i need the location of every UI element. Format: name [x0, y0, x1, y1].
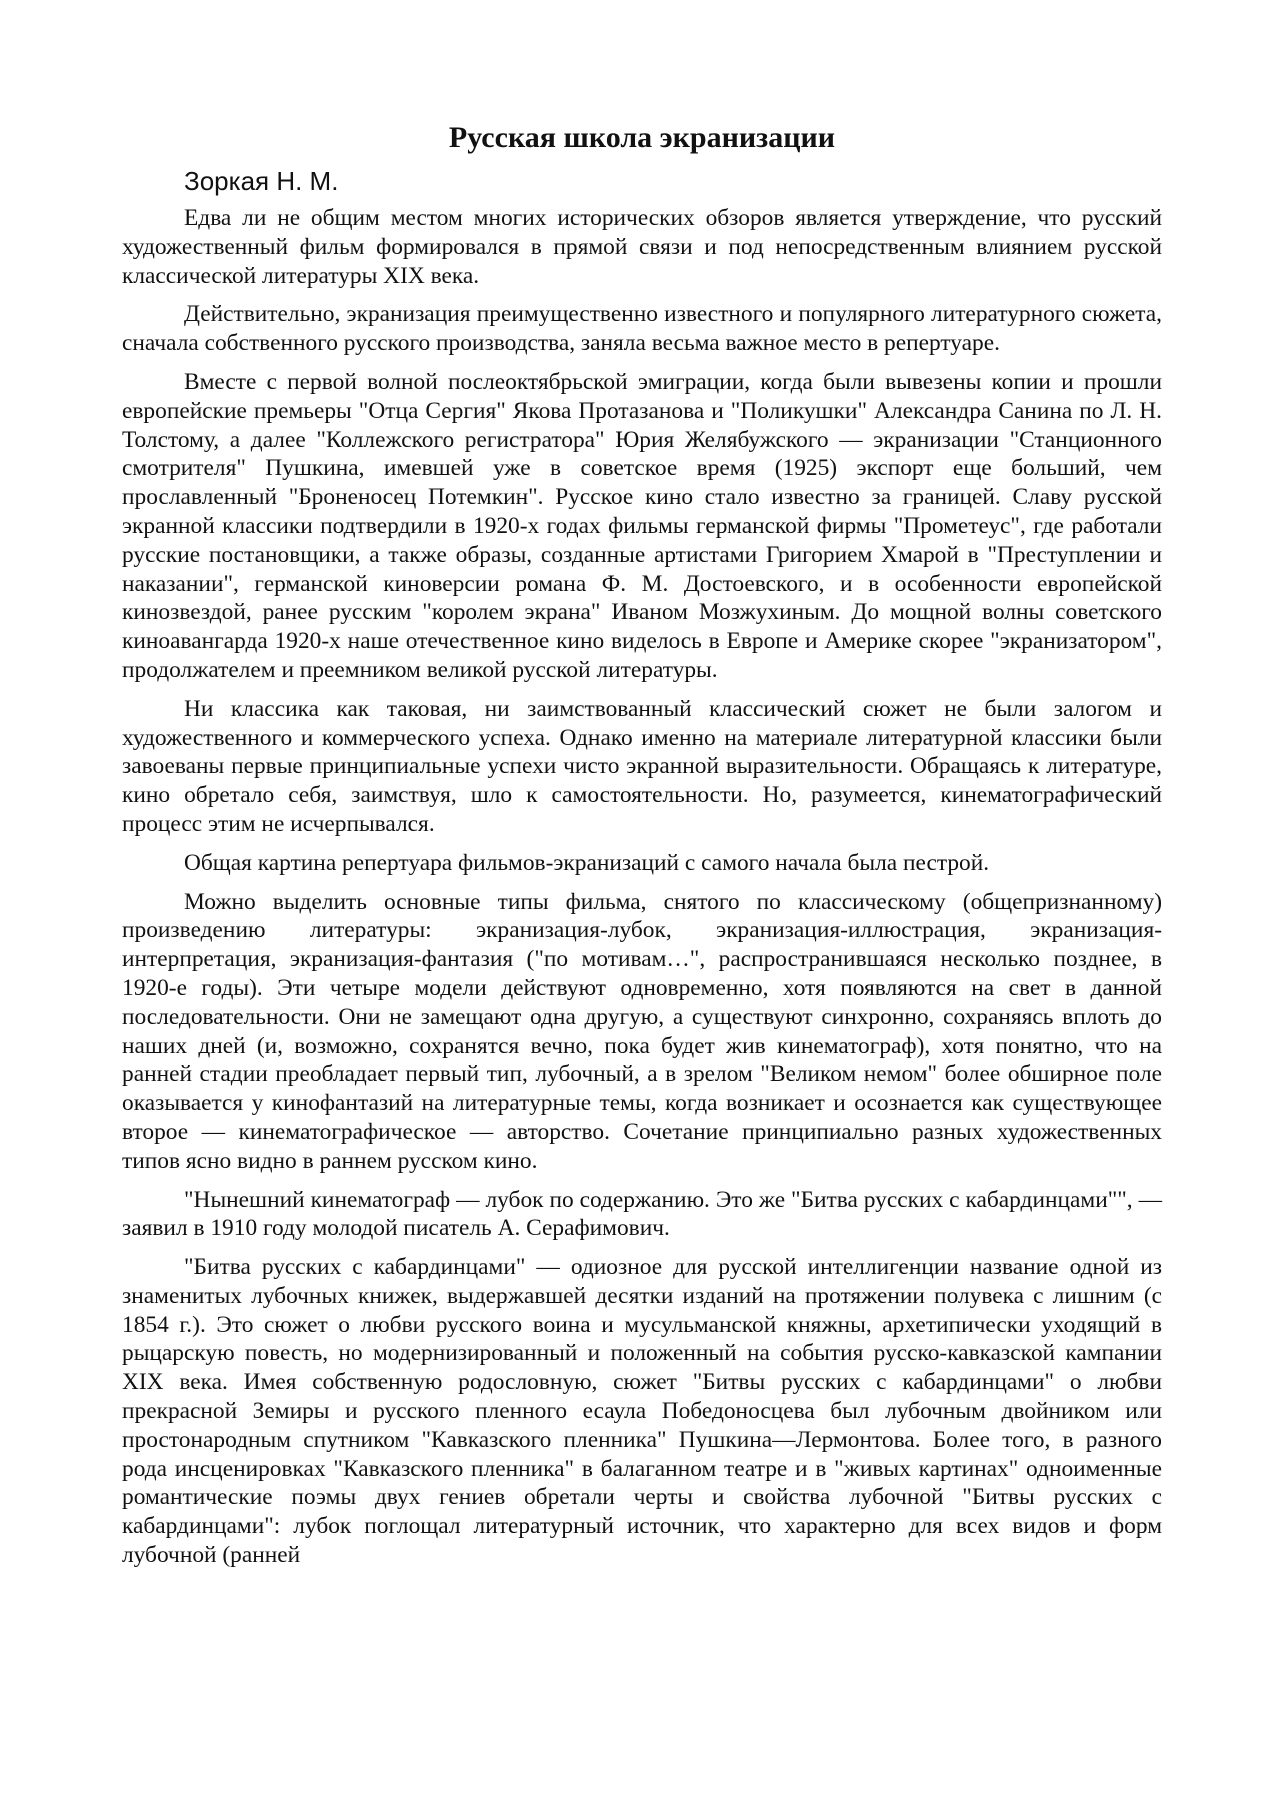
- paragraph-4: Ни классика как таковая, ни заимствованный классический сюжет не были залогом и художественного и коммерческого успеха. Однако именно на материале литературной классики были завоеваны первые принципиальные успехи чисто экранной выразительности. Обращаясь к литературе, кино обретало себя, заимствуя, шло к самостоятельности. Но, разумеется, кинематографический процесс этим не исчерпывался.: [122, 695, 1162, 837]
- paragraph-6: Можно выделить основные типы фильма, снятого по классическому (общепризнанному) произведению литературы: экранизация-лубок, экранизация-иллюстрация, экранизация-интерпретация, экранизация-фантазия ("по мотивам…", распространившаяся несколько позднее, в 1920-е годы). Эти четыре модели действуют одновременно, хотя появляются на свет в данной последовательности. Они не замещают одна другую, а существуют синхронно, сохраняясь вплоть до наших дней (и, возможно, сохранятся вечно, пока будет жив кинематограф), хотя понятно, что на ранней стадии преобладает первый тип, лубочный, а в зрелом "Великом немом" более обширное поле оказывается у кинофантазий на литературные темы, когда возникает и осознается как существующее второе — кинематографическое — авторство. Сочетание принципиально разных художественных типов ясно видно в раннем русском кино.: [122, 888, 1162, 1174]
- paragraph-3: Вместе с первой волной послеоктябрьской эмиграции, когда были вывезены копии и прошли европейские премьеры "Отца Сергия" Якова Протазанова и "Поликушки" Александра Санина по Л. Н. Толстому, а далее "Коллежского регистратора" Юрия Желябужского — экранизации "Станционного смотрителя" Пушкина, имевшей уже в советское время (1925) экспорт еще больший, чем прославленный "Броненосец Потемкин". Русское кино стало известно за границей. Славу русской экранной классики подтвердили в 1920-х годах фильмы германской фирмы "Прометеус", где работали русские постановщики, а также образы, созданные артистами Григорием Хмарой в "Преступлении и наказании", германской киноверсии романа Ф. М. Достоевского, и в особенности европейской кинозвездой, ранее русским "королем экрана" Иваном Мозжухиным. До мощной волны советского киноавангарда 1920-х наше отечественное кино виделось в Европе и Америке скорее "экранизатором", продолжателем и преемником великой русской литературы.: [122, 368, 1162, 683]
- document-page: [122, 120, 1162, 1580]
- paragraph-8: "Битва русских с кабардинцами" — одиозное для русской интеллигенции название одной из знаменитых лубочных книжек, выдержавшей десятки изданий на протяжении полувека с лишним (с 1854 г.). Это сюжет о любви русского воина и мусульманской княжны, архетипически уходящий в рыцарскую повесть, но модернизированный и положенный на события русско-кавказской кампании XIX века. Имея собственную родословную, сюжет "Битвы русских с кабардинцами" о любви прекрасной Земиры и русского пленного есаула Победоносцева был лубочным двойником или простонародным спутником "Кавказского пленника" Пушкина—Лермонтова. Более того, в разного рода инсценировках "Кавказского пленника" в балаганном театре и в "живых картинах" одноименные романтические поэмы двух гениев обретали черты и свойства лубочной "Битвы русских с кабардинцами": лубок поглощал литературный источник, что характерно для всех видов и форм лубочной (ранней: [122, 1254, 1162, 1569]
- paragraph-1: Едва ли не общим местом многих исторических обзоров является утверждение, что русский художественный фильм формировался в прямой связи и под непосредственным влиянием русской классической литературы XIX века.: [122, 205, 1162, 289]
- document-author: Зоркая Н. М.: [184, 166, 339, 196]
- document-title: Русская школа экранизации: [448, 121, 836, 154]
- paragraph-5: Общая картина репертуара фильмов-экранизаций с самого начала была пестрой.: [184, 849, 990, 876]
- paragraph-7: "Нынешний кинематограф — лубок по содержанию. Это же "Битва русских с кабардинцами"", — заявил в 1910 году молодой писатель А. Серафимович.: [122, 1186, 1162, 1242]
- paragraph-2: Действительно, экранизация преимущественно известного и популярного литературного сюжета, сначала собственного русского производства, заняла весьма важное место в репертуаре.: [122, 301, 1162, 357]
